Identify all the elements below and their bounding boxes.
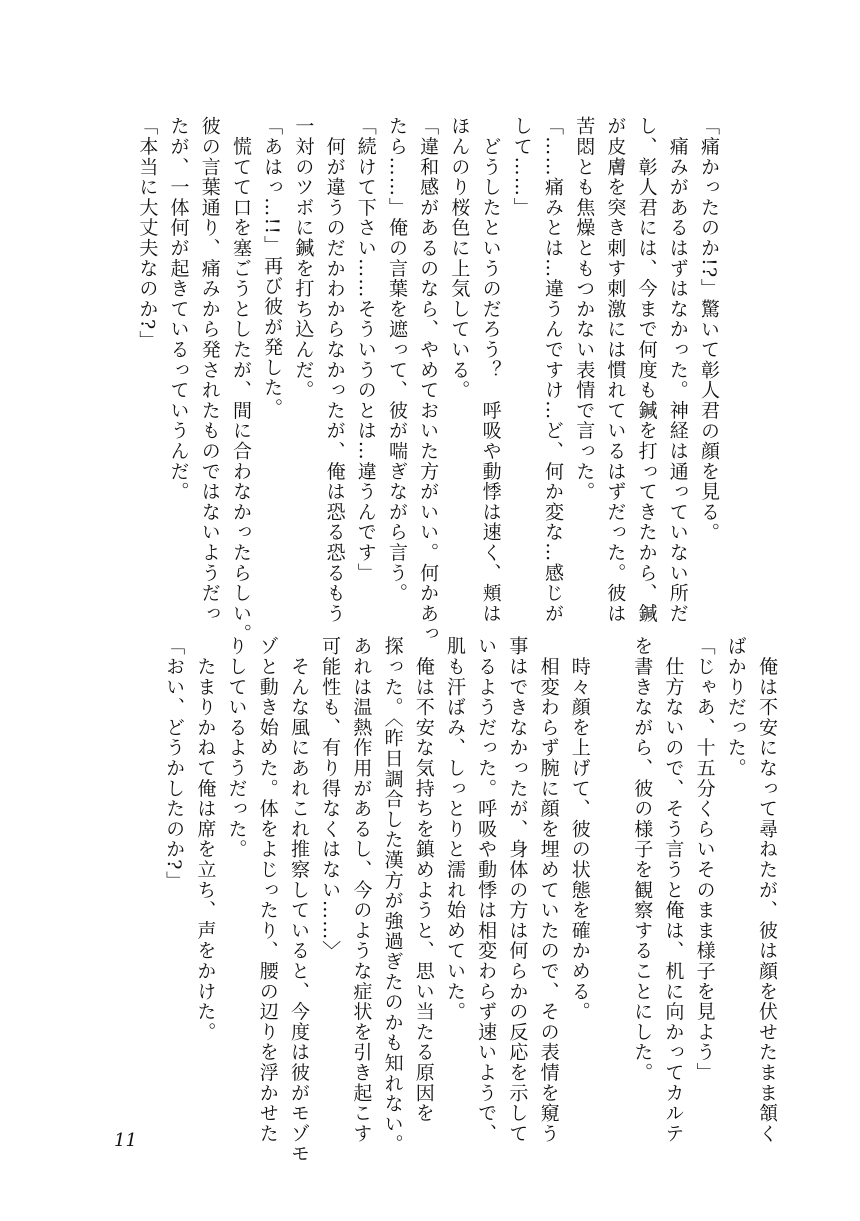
text-line [595, 636, 626, 1136]
text-line: いるようだった。呼吸や動悸は相変わらず速いようで、 [475, 636, 498, 1144]
page-number: 11 [114, 1130, 137, 1151]
text-line: 可能性も、有り得なくはない……〉 [319, 636, 342, 961]
text-line: し、彰人君には、今まで何度も鍼を打ってきたから、鍼 [635, 116, 658, 624]
text-line: 「あはっ…!!」再び彼が発した。 [261, 116, 284, 419]
text-line: 一対のツボに鍼を打ち込んだ。 [292, 116, 315, 401]
text-line: 「痛かったのか!?」驚いて彰人君の顔を見る。 [698, 116, 720, 543]
text-line: を書きながら、彼の様子を観察することにした。 [631, 636, 654, 1083]
text-line: が皮膚を突き刺す刺激には慣れているはずだった。彼は [604, 116, 627, 624]
text-line: 何が違うのだかわからなかったが、俺は恐る恐るもう [323, 116, 346, 624]
text-line: 事はできなかったが、身体の方は何らかの反応を示して [506, 636, 529, 1144]
text-line: りしているようだった。 [225, 636, 248, 860]
text-line: 相変わらず腕に顔を埋めていたので、その表情を窺う [537, 636, 560, 1144]
text-line: そんな風にあれこれ推察していると、今度は彼がモゾモ [287, 636, 310, 1164]
text-block-lower [158, 636, 782, 1164]
text-line: 肌も汗ばみ、しっとりと濡れ始めていた。 [443, 636, 466, 1022]
text-line: 痛みがあるはずはなかった。神経は通っていない所だ [666, 116, 689, 624]
text-line: 苦悶とも焦燥ともつかない表情で言った。 [573, 116, 596, 502]
text-line: たが、一体何が起きているっていうんだ。 [167, 116, 190, 502]
text-line: ほんのり桜色に上気している。 [448, 116, 471, 401]
text-line: どうしたというのだろう？ 呼吸や動悸は速く、頬は [479, 116, 502, 624]
text-line: たら……」俺の言葉を遮って、彼が喘ぎながら言う。 [385, 116, 408, 604]
text-line: 慌てて口を塞ごうとしたが、間に合わなかったらしい。 [229, 116, 252, 644]
text-line: 俺は不安な気持ちを鎮めようと、思い当たる原因を [412, 636, 435, 1124]
text-line: ゾと動き始めた。体をよじったり、腰の辺りを浮かせた [256, 636, 279, 1144]
text-line: あれは温熱作用があるし、今のような症状を引き起こす [350, 636, 373, 1144]
text-line: 「じゃあ、十五分くらいそのまま様子を見よう」 [693, 636, 716, 1083]
text-block-upper [131, 116, 724, 644]
text-line: 「違和感があるのなら、やめておいた方がいい。何かあっ [417, 116, 440, 644]
text-line: ばかりだった。 [724, 636, 747, 779]
text-line: 俺は不安になって尋ねたが、彼は顔を伏せたまま頷く [756, 636, 778, 1144]
text-line: 仕方ないので、そう言うと俺は、机に向かってカルテ [662, 636, 685, 1144]
text-line: 「……痛みとは…違うんですけ…ど、何か変な…感じが [541, 116, 564, 624]
text-line: たまりかねて俺は席を立ち、声をかけた。 [194, 636, 217, 1042]
text-line: して……」 [510, 116, 533, 218]
text-line: 「本当に大丈夫なのか?」 [136, 116, 159, 351]
text-line: 「続けて下さい……そういうのとは…違うんです」 [354, 116, 377, 583]
text-line: 探った。〈昨日調合した漢方が強過ぎたのかも知れない。 [381, 636, 404, 1155]
text-line: 「おい、どうかしたのか?」 [163, 636, 186, 892]
text-line: 彼の言葉通り、痛みから発されたものではないようだっ [198, 116, 221, 624]
text-line: 時々顔を上げて、彼の状態を確かめる。 [568, 636, 591, 1022]
